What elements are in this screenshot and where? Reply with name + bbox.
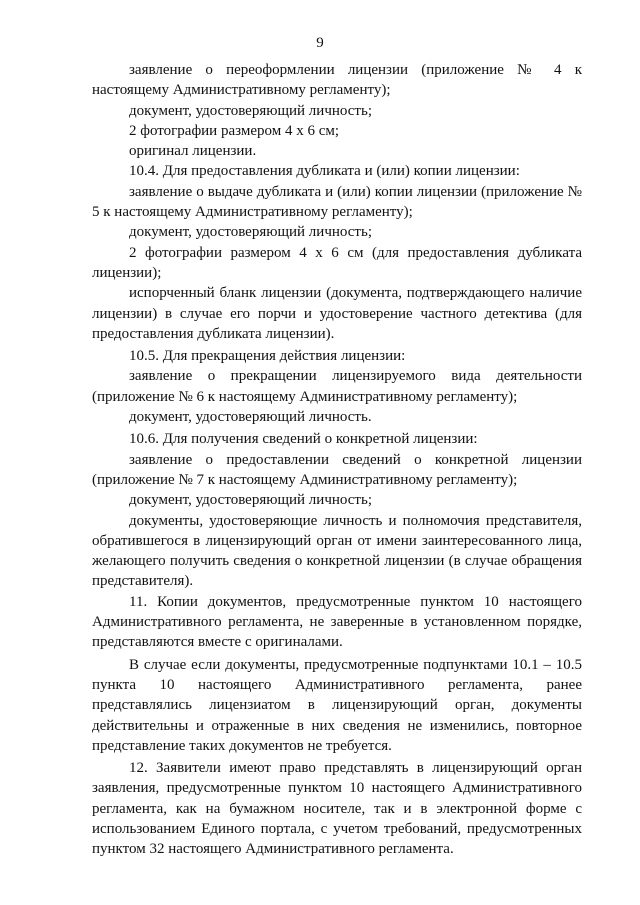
paragraph: заявление о выдаче дубликата и (или) копии лицензии (приложение № 5 к настоящему Административному регламенту); [92, 183, 582, 221]
section-heading: 10.5. Для прекращения действия лицензии: [129, 348, 406, 365]
paragraph: документ, удостоверяющий личность; [129, 102, 372, 119]
document-body [92, 60, 582, 860]
paragraph: документ, удостоверяющий личность. [129, 409, 372, 426]
paragraph: заявление о предоставлении сведений о конкретной лицензии (приложение № 7 к настоящему Административному регламенту); [92, 451, 582, 488]
paragraph: 2 фотографии размером 4 х 6 см; [129, 122, 340, 139]
paragraph: заявление о переоформлении лицензии (приложение № 4 к настоящему Административному регламенту); [92, 62, 582, 99]
paragraph: 2 фотографии размером 4 х 6 см (для предоставления дубликата лицензии); [92, 244, 582, 281]
paragraph: 11. Копии документов, предусмотренные пунктом 10 настоящего Административного регламента, не заверенные в установленном порядке, представляются вместе с оригиналами. [92, 593, 582, 651]
paragraph: 12. Заявители имеют право представлять в лицензирующий орган заявления, предусмотренные пунктом 10 настоящего Административного регламента, как на бумажном носителе, так и в электронной форме с использованием Единого портала, с учетом требований, предусмотренных пунктом 32 настоящего Административного регламента. [92, 760, 582, 858]
paragraph: В случае если документы, предусмотренные подпунктами 10.1 – 10.5 пункта 10 настоящего Административного регламента, ранее представлялись лицензиатом в лицензирующий орган, документы действительны и отраженные в них сведения не изменились, повторное представление таких документов не требуется. [92, 656, 582, 754]
paragraph: испорченный бланк лицензии (документа, подтверждающего наличие лицензии) в случае его порчи и удостоверение частного детектива (для предоставления дубликата лицензии). [92, 285, 582, 342]
paragraph: документы, удостоверяющие личность и полномочия представителя, обратившегося в лицензирующий орган от имени заинтересованного лица, желающего получить сведения о конкретной лицензии (в случае обращения представителя). [92, 512, 582, 590]
section-heading: 10.4. Для предоставления дубликата и (или) копии лицензии: [129, 163, 520, 180]
section-heading: 10.6. Для получения сведений о конкретной лицензии: [129, 431, 478, 448]
page-number: 9 [316, 35, 324, 51]
paragraph: документ, удостоверяющий личность; [129, 224, 372, 241]
paragraph: оригинал лицензии. [129, 143, 257, 160]
paragraph: документ, удостоверяющий личность; [129, 492, 372, 509]
paragraph: заявление о прекращении лицензируемого вида деятельности (приложение № 6 к настоящему Административному регламенту); [92, 368, 582, 405]
